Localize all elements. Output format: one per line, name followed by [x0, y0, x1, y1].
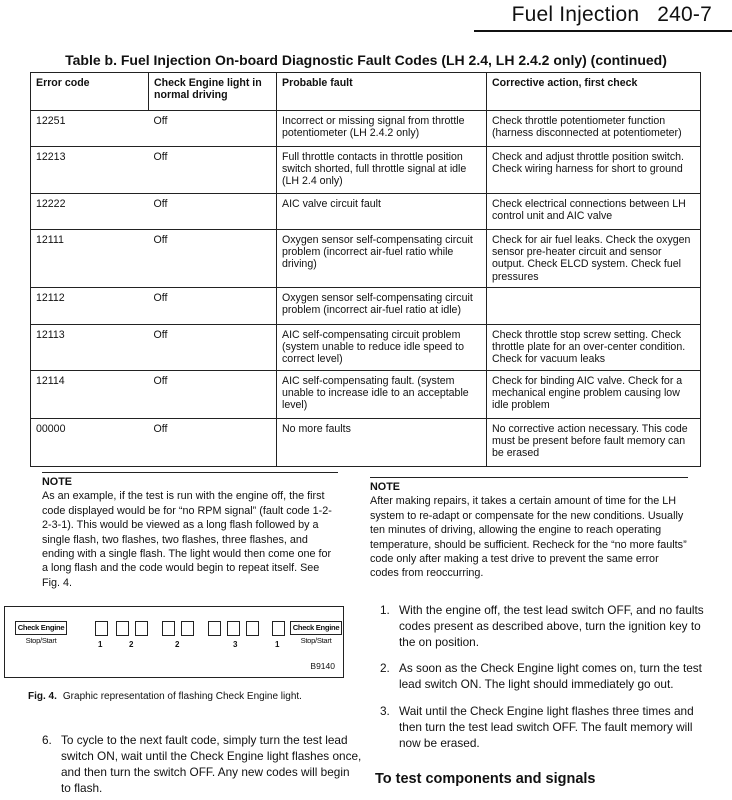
caption-text: Graphic representation of flashing Check Engine light.	[62, 691, 302, 702]
cell-action	[487, 288, 701, 325]
cell-light: Off	[149, 230, 277, 288]
flash-digit: 1	[98, 640, 103, 649]
cell-fault: Full throttle contacts in throttle position switch shorted, full throttle signal at idle (LH 2.4 only)	[277, 147, 487, 194]
stop-start-label: Stop/Start	[300, 636, 332, 645]
table-row	[31, 325, 701, 371]
note-heading: NOTE	[370, 481, 400, 493]
cell-light: Off	[149, 325, 277, 371]
note-body: After making repairs, it takes a certain amount of time for the LH system to re-adapt or compensate for the new conditions. Usually ten minutes of driving, allowing the engine to reach operating temperature, should be sufficient. Recheck for the “no more faults” code only after making a test drive to prevent the same error codes from reoccurring.	[370, 495, 687, 580]
table-row	[31, 147, 701, 194]
flash-square	[272, 621, 285, 636]
cell-action: Check and adjust throttle position switch. Check wiring harness for short to ground	[487, 147, 701, 194]
step-2	[380, 660, 705, 692]
cell-light: Off	[149, 194, 277, 230]
step-number: 2.	[380, 661, 390, 675]
cell-fault: Oxygen sensor self-compensating circuit problem (incorrect air-fuel ratio while driving)	[277, 230, 487, 288]
flash-square	[208, 621, 221, 636]
table-row	[31, 419, 701, 467]
note-rule	[42, 472, 338, 473]
table-row	[31, 371, 701, 419]
step-text: To cycle to the next fault code, simply turn the test lead switch ON, wait until the Check Engine light flashes once, and then turn the switch OFF. Any new codes will begin to flash.	[61, 733, 362, 795]
step-3	[380, 703, 705, 751]
cell-light: Off	[149, 147, 277, 194]
col-header-probable-fault: Probable fault	[277, 73, 487, 111]
flash-digit: 3	[233, 640, 238, 649]
step-text: As soon as the Check Engine light comes on, turn the test lead switch ON. The light should immediately go out.	[399, 661, 702, 691]
cell-fault: No more faults	[277, 419, 487, 467]
flash-square	[162, 621, 175, 636]
cell-action: No corrective action necessary. This code must be present before fault memory can be erased	[487, 419, 701, 467]
step-6	[42, 732, 362, 796]
flash-square	[246, 621, 259, 636]
cell-error-code: 12114	[31, 371, 149, 419]
note-repairs	[370, 477, 688, 581]
cell-action: Check for binding AIC valve. Check for a mechanical engine problem causing low idle problem	[487, 371, 701, 419]
cell-fault: AIC self-compensating circuit problem (system unable to reduce idle speed to correct level)	[277, 325, 487, 371]
col-header-corrective-action: Corrective action, first check	[487, 73, 701, 111]
cell-light: Off	[149, 371, 277, 419]
flash-square	[227, 621, 240, 636]
step-number: 1.	[380, 603, 390, 617]
cell-light: Off	[149, 419, 277, 467]
cell-error-code: 12213	[31, 147, 149, 194]
note-heading: NOTE	[42, 476, 72, 488]
cell-error-code: 00000	[31, 419, 149, 467]
table-row	[31, 230, 701, 288]
cell-action: Check electrical connections between LH control unit and AIC valve	[487, 194, 701, 230]
cell-fault: Oxygen sensor self-compensating circuit problem (incorrect air-fuel ratio at idle)	[277, 288, 487, 325]
cell-error-code: 12222	[31, 194, 149, 230]
cell-fault: AIC valve circuit fault	[277, 194, 487, 230]
step-1	[380, 602, 705, 650]
figure-caption	[28, 691, 302, 702]
fault-code-table	[30, 72, 701, 467]
table-row	[31, 288, 701, 325]
figure-id: B9140	[310, 661, 335, 671]
table-title: Table b. Fuel Injection On-board Diagnostic Fault Codes (LH 2.4, LH 2.4.2 only) (continued)	[65, 52, 667, 68]
flash-digit: 2	[129, 640, 134, 649]
flash-digit: 1	[275, 640, 280, 649]
check-engine-box-end: Check Engine	[290, 621, 342, 635]
flash-diagram	[4, 606, 344, 678]
cell-light: Off	[149, 111, 277, 147]
cell-action: Check throttle potentiometer function (harness disconnected at potentiometer)	[487, 111, 701, 147]
table-row	[31, 194, 701, 230]
step-text: With the engine off, the test lead switch OFF, and no faults codes present as described above, turn the ignition key to the on position.	[399, 603, 704, 649]
note-rule	[370, 477, 688, 478]
header-text	[512, 3, 712, 27]
cell-fault: AIC self-compensating fault. (system unable to increase idle to an acceptable level)	[277, 371, 487, 419]
caption-label: Fig. 4.	[28, 691, 57, 702]
step-number: 3.	[380, 704, 390, 718]
cell-error-code: 12111	[31, 230, 149, 288]
cell-error-code: 12113	[31, 325, 149, 371]
cell-light: Off	[149, 288, 277, 325]
check-engine-box-start: Check Engine	[15, 621, 67, 635]
flash-square	[181, 621, 194, 636]
page-number: 240-7	[657, 3, 712, 26]
flash-square	[135, 621, 148, 636]
note-example	[42, 472, 338, 590]
step-number: 6.	[42, 733, 52, 747]
note-body: As an example, if the test is run with the engine off, the first code displayed would be for “no RPM signal” (fault code 1-2-2-3-1). This would be viewed as a long flash followed by a single flash, two flashes, two flashes, three flashes, and ending with a single flash. The light would then come one for a long flash and the code would begin to repeat itself. See Fig. 4.	[42, 490, 332, 589]
table-header-row	[31, 73, 701, 111]
section-heading: To test components and signals	[375, 771, 596, 787]
flash-square	[95, 621, 108, 636]
cell-error-code: 12251	[31, 111, 149, 147]
flash-digit: 2	[175, 640, 180, 649]
col-header-check-engine-light: Check Engine light in normal driving	[149, 73, 277, 111]
cell-action: Check for air fuel leaks. Check the oxygen sensor pre-heater circuit and sensor output. Check ELCD system. Check fuel pressures	[487, 230, 701, 288]
flash-square	[116, 621, 129, 636]
header-rule	[474, 30, 732, 32]
stop-start-label: Stop/Start	[25, 636, 57, 645]
table-row	[31, 111, 701, 147]
step-text: Wait until the Check Engine light flashes three times and then turn the test lead switch OFF. The fault memory will now be erased.	[399, 704, 694, 750]
section-title: Fuel Injection	[511, 3, 640, 26]
cell-error-code: 12112	[31, 288, 149, 325]
cell-fault: Incorrect or missing signal from throttle potentiometer (LH 2.4.2 only)	[277, 111, 487, 147]
col-header-error-code: Error code	[31, 73, 149, 111]
cell-action: Check throttle stop screw setting. Check throttle plate for an over-center condition. Check for vacuum leaks	[487, 325, 701, 371]
